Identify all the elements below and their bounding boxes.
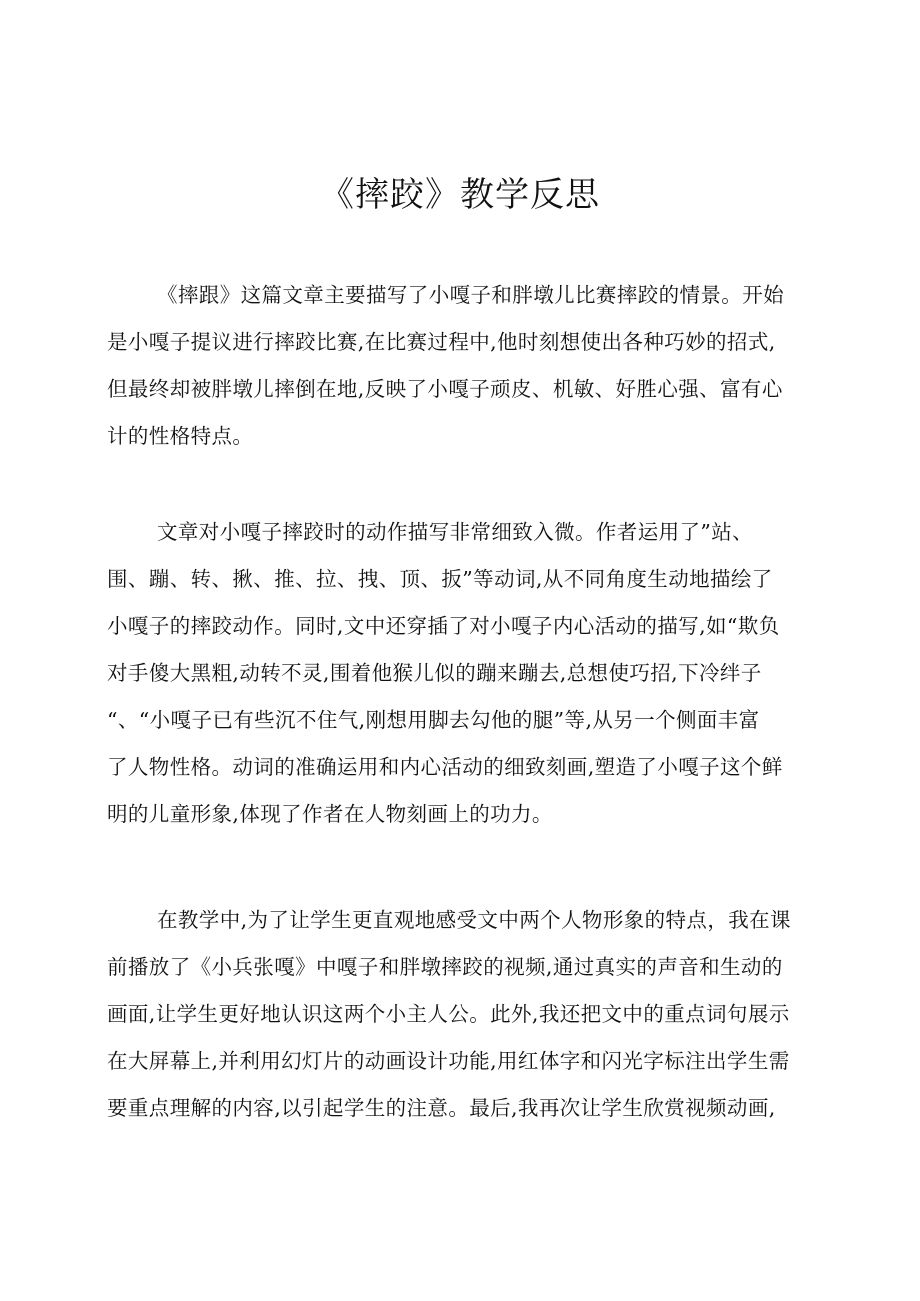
paragraph-line: 要重点理解的内容,以引起学生的注意。最后,我再次让学生欣赏视频动画, [107,1096,776,1120]
paragraph-line: 画面,让学生更好地认识这两个小主人公。此外,我还把文中的重点词句展示 [107,1002,790,1026]
paragraph-line: 在大屏幕上,并利用幻灯片的动画设计功能,用红体字和闪光字标注出学生需 [107,1049,790,1073]
paragraph-line: 明的儿童形象,体现了作者在人物刻画上的功力。 [107,802,553,826]
paragraph-line: 是小嘎子提议进行摔跤比赛,在比赛过程中,他时刻想使出各种巧妙的招式, [107,330,776,354]
paragraph-3 [107,897,822,1132]
paragraph-2 [107,509,822,838]
paragraph-line: 前播放了《小兵张嘎》中嘎子和胖墩摔跤的视频,通过真实的声音和生动的 [107,955,783,979]
paragraph-line: 《摔跟》这篇文章主要描写了小嘎子和胖墩儿比赛摔跤的情景。开始 [157,283,784,307]
paragraph-line: 但最终却被胖墩儿摔倒在地,反映了小嘎子顽皮、机敏、好胜心强、富有心 [107,377,783,401]
paragraph-line: “、“小嘎子已有些沉不住气,刚想用脚去勾他的腿”等,从另一个侧面丰富 [107,708,760,732]
paragraph-line: 文章对小嘎子摔跤时的动作描写非常细致入微。作者运用了”站、 [157,520,754,544]
page-title: 《摔跤》教学反思 [320,175,600,215]
paragraph-line: 对手傻大黑粗,动转不灵,围着他猴儿似的蹦来蹦去,总想使巧招,下冷绊子 [107,661,762,685]
paragraph-line: 计的性格特点。 [107,424,254,448]
paragraph-line: 小嘎子的摔跤动作。同时,文中还穿插了对小嘎子内心活动的描写,如“欺负 [107,614,780,638]
paragraph-1 [107,272,822,460]
paragraph-line: 在教学中,为了让学生更直观地感受文中两个人物形象的特点，我在课 [157,908,791,932]
paragraph-line: 围、蹦、转、揪、推、拉、拽、顶、扳”等动词,从不同角度生动地描绘了 [107,567,773,591]
paragraph-line: 了人物性格。动词的准确运用和内心活动的细致刻画,塑造了小嘎子这个鲜 [107,755,783,779]
